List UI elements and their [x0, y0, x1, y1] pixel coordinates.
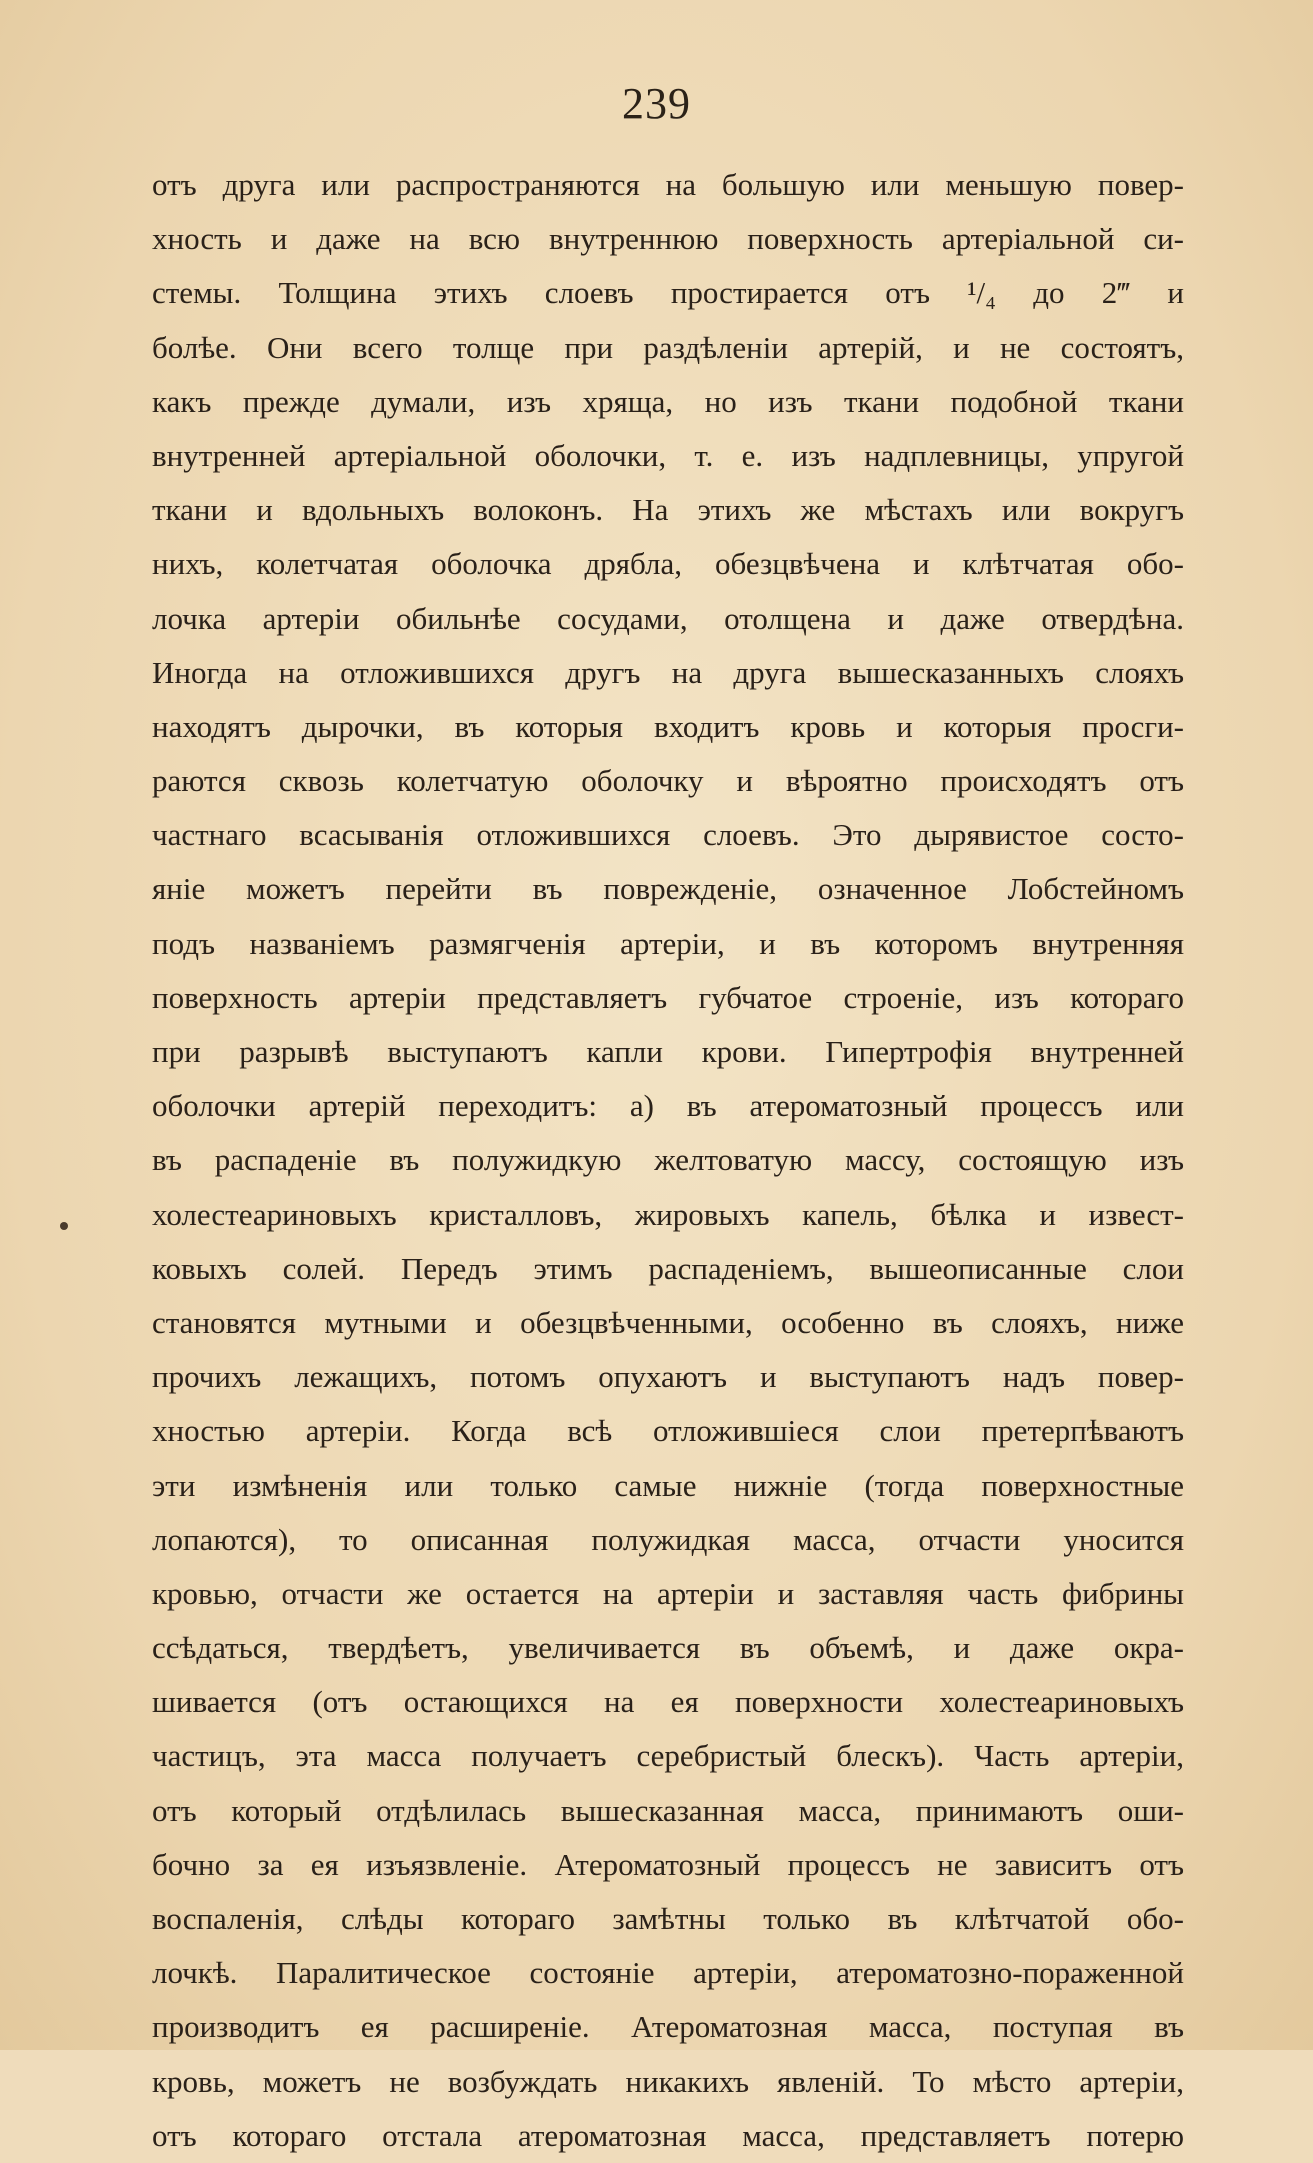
text-line: кровь, можетъ не возбуждать никакихъ явленій. То мѣсто артеріи,	[152, 2063, 1184, 2099]
text-line: лочка артеріи обильнѣе сосудами, отолщена и даже отвердѣна.	[152, 600, 1184, 636]
text-line: поверхность артеріи представляетъ губчатое строеніе, изъ котораго	[152, 979, 1184, 1015]
text-line: бочно за ея изъязвленіе. Атероматозный процессъ не зависитъ отъ	[152, 1846, 1184, 1882]
text-line: Иногда на отложившихся другъ на друга вышесказанныхъ слояхъ	[152, 654, 1184, 690]
text-line: лопаются), то описанная полужидкая масса, отчасти уносится	[152, 1521, 1184, 1557]
text-line: раются сквозь колетчатую оболочку и вѣроятно происходятъ отъ	[152, 763, 1184, 799]
text-line: отъ друга или распространяются на большую или меньшую повер-	[152, 167, 1184, 202]
text-line: въ распаденіе въ полужидкую желтоватую массу, состоящую изъ	[152, 1142, 1184, 1178]
text-line: при разрывѣ выступаютъ капли крови. Гипертрофія внутренней	[152, 1034, 1184, 1069]
text-line: лочкѣ. Паралитическое состояніе артеріи, атероматозно-пораженной	[152, 1955, 1184, 1991]
page-number: 239	[622, 79, 691, 128]
text-line: внутренней артеріальной оболочки, т. е. изъ надплевницы, упругой	[152, 437, 1184, 473]
text-line: ковыхъ солей. Передъ этимъ распаденіемъ, вышеописанные слои	[152, 1250, 1184, 1286]
text-line: кровью, отчасти же остается на артеріи и заставляя часть фибрины	[152, 1575, 1184, 1611]
text-line: эти измѣненія или только самые нижніе (тогда поверхностные	[152, 1467, 1184, 1503]
body-text	[152, 158, 1184, 2163]
text-line: отъ котораго отстала атероматозная масса, представляетъ потерю	[152, 2117, 1184, 2153]
text-line: находятъ дырочки, въ которыя входитъ кровь и которыя просги-	[152, 708, 1184, 744]
ink-speck	[60, 1222, 68, 1230]
text-line: подъ названіемъ размягченія артеріи, и въ которомъ внутренняя	[152, 925, 1184, 961]
text-line: какъ прежде думали, изъ хряща, но изъ ткани подобной ткани	[152, 383, 1184, 419]
text-line: хность и даже на всю внутреннюю поверхность артеріальной си-	[152, 221, 1184, 257]
text-line: производитъ ея расширеніе. Атероматозная масса, поступая въ	[152, 2009, 1184, 2045]
text-line: оболочки артерій переходитъ: а) въ атероматозный процессъ или	[152, 1088, 1184, 1124]
text-line: стемы. Толщина этихъ слоевъ простирается отъ ¹/₄ до 2‴ и	[152, 275, 1184, 311]
text-line: ссѣдаться, твердѣетъ, увеличивается въ объемѣ, и даже окра-	[152, 1630, 1184, 1666]
text-line: частицъ, эта масса получаетъ серебристый блескъ). Часть артеріи,	[152, 1738, 1184, 1774]
text-line: яніе можетъ перейти въ поврежденіе, означенное Лобстейномъ	[152, 871, 1184, 907]
text-line: частнаго всасыванія отложившихся слоевъ. Это дырявистое состо-	[152, 817, 1184, 853]
text-line: нихъ, колетчатая оболочка дрябла, обезцвѣчена и клѣтчатая обо-	[152, 546, 1184, 582]
text-line: хностью артеріи. Когда всѣ отложившіеся слои претерпѣваютъ	[152, 1413, 1184, 1449]
text-line: становятся мутными и обезцвѣченными, особенно въ слояхъ, ниже	[152, 1304, 1184, 1340]
text-line: холестеариновыхъ кристалловъ, жировыхъ капель, бѣлка и извест-	[152, 1196, 1184, 1232]
text-line: шивается (отъ остающихся на ея поверхности холестеариновыхъ	[152, 1684, 1184, 1720]
text-line: ткани и вдольныхъ волоконъ. На этихъ же мѣстахъ или вокругъ	[152, 492, 1184, 528]
text-line: прочихъ лежащихъ, потомъ опухаютъ и выступаютъ надъ повер-	[152, 1359, 1184, 1395]
text-line: отъ который отдѣлилась вышесказанная масса, принимаютъ оши-	[152, 1792, 1184, 1828]
text-line: воспаленія, слѣды котораго замѣтны только въ клѣтчатой обо-	[152, 1901, 1184, 1936]
text-line: болѣе. Они всего толще при раздѣленіи артерій, и не состоятъ,	[152, 329, 1184, 365]
